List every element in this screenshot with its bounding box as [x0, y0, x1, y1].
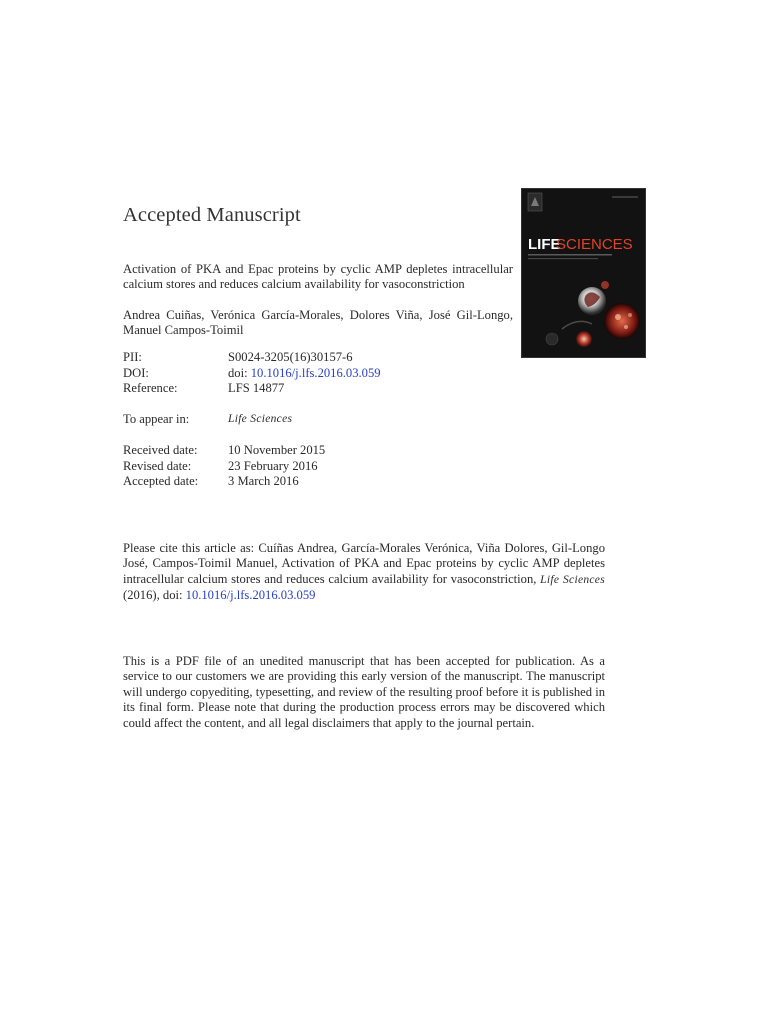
received-label: Received date: — [123, 443, 198, 457]
cover-journal-name-part1: LIFE — [528, 236, 561, 253]
revised-value: 23 February 2016 — [228, 458, 318, 473]
citation-text: Please cite this article as: Cuíñas Andrea, García-Morales Verónica, Viña Dolores, Gil-Longo José, Campos-Toimil Manuel, Activation of PKA and Epac proteins by cyclic AMP depletes intracellular calcium stores and reduces calcium availability for vasoconstriction, — [123, 541, 605, 586]
article-title: Activation of PKA and Epac proteins by cyclic AMP depletes intracellular calcium stores and reduces calcium availability for vasoconstriction — [123, 262, 513, 292]
authors: Andrea Cuiñas, Verónica García-Morales, Dolores Viña, José Gil-Longo, Manuel Campos-Toimil — [123, 308, 513, 338]
reference-row — [123, 381, 381, 397]
pii-row — [123, 350, 381, 366]
pii-value: S0024-3205(16)30157-6 — [228, 350, 353, 364]
doi-row — [123, 366, 381, 382]
doi-prefix: doi: — [228, 365, 248, 380]
citation-doi-link[interactable]: 10.1016/j.lfs.2016.03.059 — [185, 588, 316, 603]
reference-value: LFS 14877 — [228, 381, 285, 395]
pii-label: PII: — [123, 350, 142, 364]
accepted-value: 3 March 2016 — [228, 474, 299, 488]
accepted-row — [123, 474, 325, 490]
citation-year: (2016), — [123, 588, 160, 603]
page-title: Accepted Manuscript — [123, 204, 301, 226]
received-value: 10 November 2015 — [228, 443, 326, 457]
citation-paragraph — [123, 541, 605, 604]
received-row — [123, 443, 325, 459]
appear-in — [123, 412, 292, 428]
doi-link[interactable]: 10.1016/j.lfs.2016.03.059 — [250, 365, 381, 380]
manuscript-identifiers — [123, 350, 381, 397]
appear-label: To appear in: — [123, 412, 190, 426]
reference-label: Reference: — [123, 381, 178, 395]
citation-doi-prefix: doi: — [162, 588, 183, 603]
doi-label: DOI: — [123, 365, 149, 380]
cover-journal-name-part2: SCIENCES — [556, 236, 633, 253]
manuscript-dates — [123, 443, 325, 490]
revised-row — [123, 459, 325, 475]
notice-paragraph: This is a PDF file of an unedited manuscript that has been accepted for publication. As a service to our customers we are providing this early version of the manuscript. The manuscript will undergo copyediting, typesetting, and review of the resulting proof before it is published in its final form. Please note that during the production process errors may be discovered which could affect the content, and all legal disclaimers that apply to the journal pertain. — [123, 654, 605, 730]
appear-journal: Life Sciences — [228, 413, 293, 425]
accepted-label: Accepted date: — [123, 474, 199, 488]
revised-label: Revised date: — [123, 458, 192, 473]
journal-cover-image — [522, 189, 645, 357]
citation-journal: Life Sciences — [540, 573, 605, 586]
